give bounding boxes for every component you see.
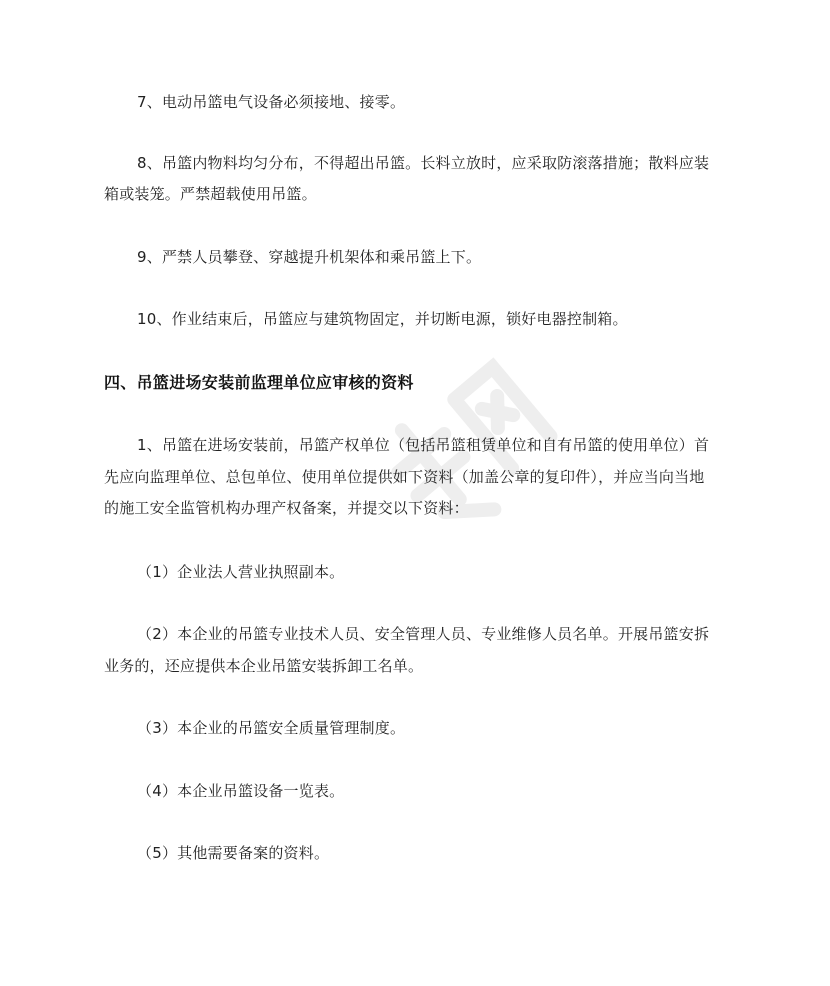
list-item-2-line-2: 业务的，还应提供本企业吊篮安装拆卸工名单。 bbox=[104, 657, 424, 675]
section-heading: 四、吊篮进场安装前监理单位应审核的资料 bbox=[104, 373, 414, 392]
list-item-4: （4）本企业吊篮设备一览表。 bbox=[137, 782, 345, 800]
list-item-2-line-1: （2）本企业的吊篮专业技术人员、安全管理人员、专业维修人员名单。开展吊篮安拆 bbox=[137, 625, 710, 643]
item-8-line-2: 箱或装笼。严禁超载使用吊篮。 bbox=[104, 185, 317, 203]
intro-line-3: 的施工安全监管机构办理产权备案，并提交以下资料： bbox=[104, 499, 469, 517]
watermark-stamp bbox=[330, 300, 630, 560]
list-item-1: （1）企业法人营业执照副本。 bbox=[137, 563, 345, 581]
item-10: 10、作业结束后，吊篮应与建筑物固定，并切断电源，锁好电器控制箱。 bbox=[137, 310, 628, 328]
list-item-5: （5）其他需要备案的资料。 bbox=[137, 844, 330, 862]
intro-line-2: 先应向监理单位、总包单位、使用单位提供如下资料（加盖公章的复印件），并应当向当地 bbox=[104, 468, 705, 486]
item-9: 9、严禁人员攀登、穿越提升机架体和乘吊篮上下。 bbox=[137, 248, 482, 266]
list-item-3: （3）本企业的吊篮安全质量管理制度。 bbox=[137, 719, 406, 737]
intro-line-1: 1、吊篮在进场安装前，吊篮产权单位（包括吊篮租赁单位和自有吊篮的使用单位）首 bbox=[137, 436, 710, 454]
item-7: 7、电动吊篮电气设备必须接地、接零。 bbox=[137, 93, 406, 111]
item-8-line-1: 8、吊篮内物料均匀分布，不得超出吊篮。长料立放时，应采取防滚落措施；散料应装 bbox=[137, 154, 710, 172]
